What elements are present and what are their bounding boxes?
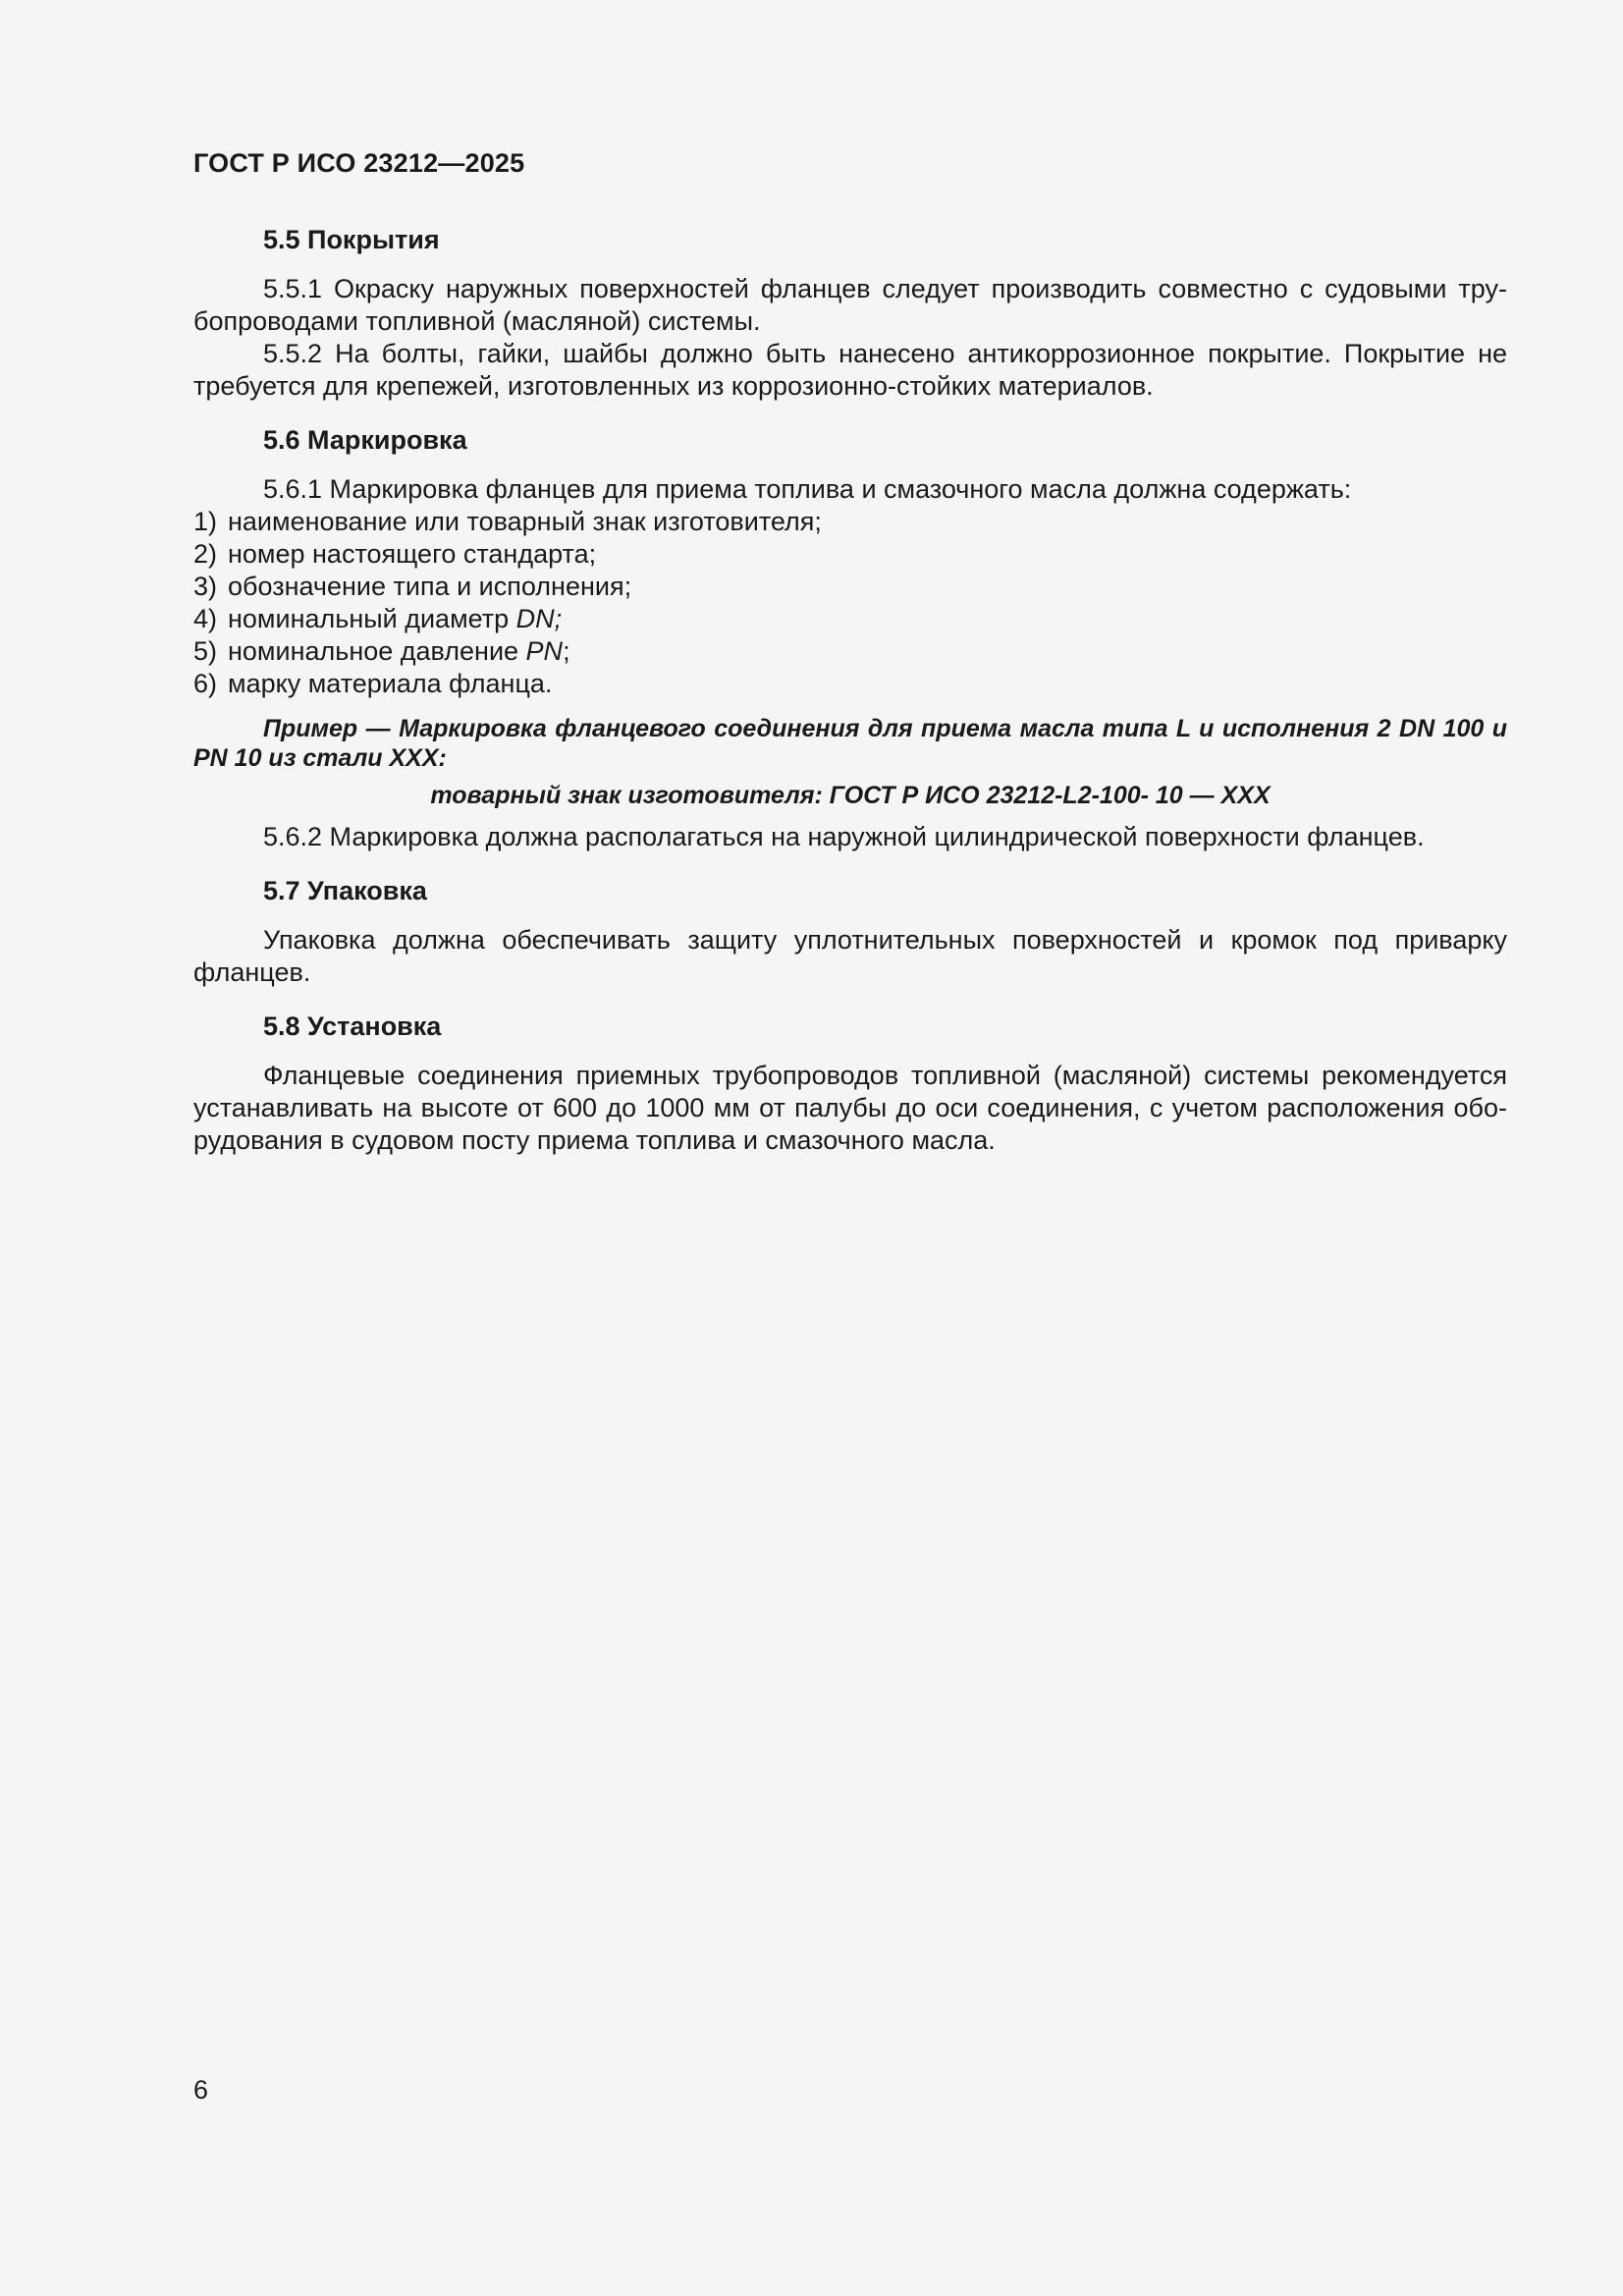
section-5-5-title: 5.5 Покрытия xyxy=(263,225,440,254)
list-item-number: 6) xyxy=(193,669,218,698)
paragraph-5-8: Фланцевые соединения приемных трубопроводов топливной (масляной) системы рекомендуется устанавливать на высоте от 600 до 1000 мм от палубы до оси соединения, с учетом расположения обо-рудования в судовом посту приема топлива и смазочного масла. xyxy=(193,1061,1507,1155)
example-marking-code: товарный знак изготовителя: ГОСТ Р ИСО 23212-L2-100- 10 — XXX xyxy=(430,782,1271,809)
example-note: Пример — Маркировка фланцевого соединения для приема масла типа L и исполнения 2 DN 100 и PN 10 из стали XXX: xyxy=(193,715,1507,772)
list-item xyxy=(193,603,1507,635)
paragraph-5-6-2: 5.6.2 Маркировка должна располагаться на наружной цилиндрической поверхности фланцев. xyxy=(263,822,1425,851)
section-5-6-title: 5.6 Маркировка xyxy=(263,425,467,455)
list-item-text: номинальное давление PN; xyxy=(228,636,570,666)
list-item-text: номер настоящего стандарта; xyxy=(228,539,597,569)
dn-symbol: DN; xyxy=(515,604,563,633)
list-item xyxy=(193,571,1507,603)
paragraph-5-6-1: 5.6.1 Маркировка фланцев для приема топлива и смазочного масла должна содержать: xyxy=(263,474,1352,504)
list-item-number: 3) xyxy=(193,572,218,601)
list-item-text: марку материала фланца. xyxy=(228,669,553,698)
page-number: 6 xyxy=(193,2075,209,2105)
list-item-text: номинальный диаметр DN; xyxy=(228,604,563,633)
list-item xyxy=(193,635,1507,668)
list-item-number: 1) xyxy=(193,507,218,536)
document-body xyxy=(193,224,1507,1157)
pn-symbol: PN xyxy=(525,636,564,666)
list-item-number: 4) xyxy=(193,604,218,633)
paragraph-5-5-2: 5.5.2 На болты, гайки, шайбы должно быть нанесено антикоррозионное покрытие. Покрытие не требуется для крепежей, изготовленных из коррозионно-стойких материалов. xyxy=(193,339,1507,401)
paragraph-5-5-1: 5.5.1 Окраску наружных поверхностей фланцев следует производить совместно с судовыми тру-бопроводами топливной (масляной) системы. xyxy=(193,274,1507,336)
list-item-number: 5) xyxy=(193,636,218,666)
section-5-8-title: 5.8 Установка xyxy=(263,1011,442,1041)
list-item xyxy=(193,506,1507,538)
section-5-7-title: 5.7 Упаковка xyxy=(263,876,427,905)
list-item xyxy=(193,538,1507,571)
list-item-number: 2) xyxy=(193,539,218,569)
list-item-text: наименование или товарный знак изготовителя; xyxy=(228,507,822,536)
list-item-text: обозначение типа и исполнения; xyxy=(228,572,632,601)
paragraph-5-7: Упаковка должна обеспечивать защиту уплотнительных поверхностей и кромок под приварку фланцев. xyxy=(193,925,1507,987)
document-header: ГОСТ Р ИСО 23212—2025 xyxy=(193,148,525,178)
list-item xyxy=(193,668,1507,700)
